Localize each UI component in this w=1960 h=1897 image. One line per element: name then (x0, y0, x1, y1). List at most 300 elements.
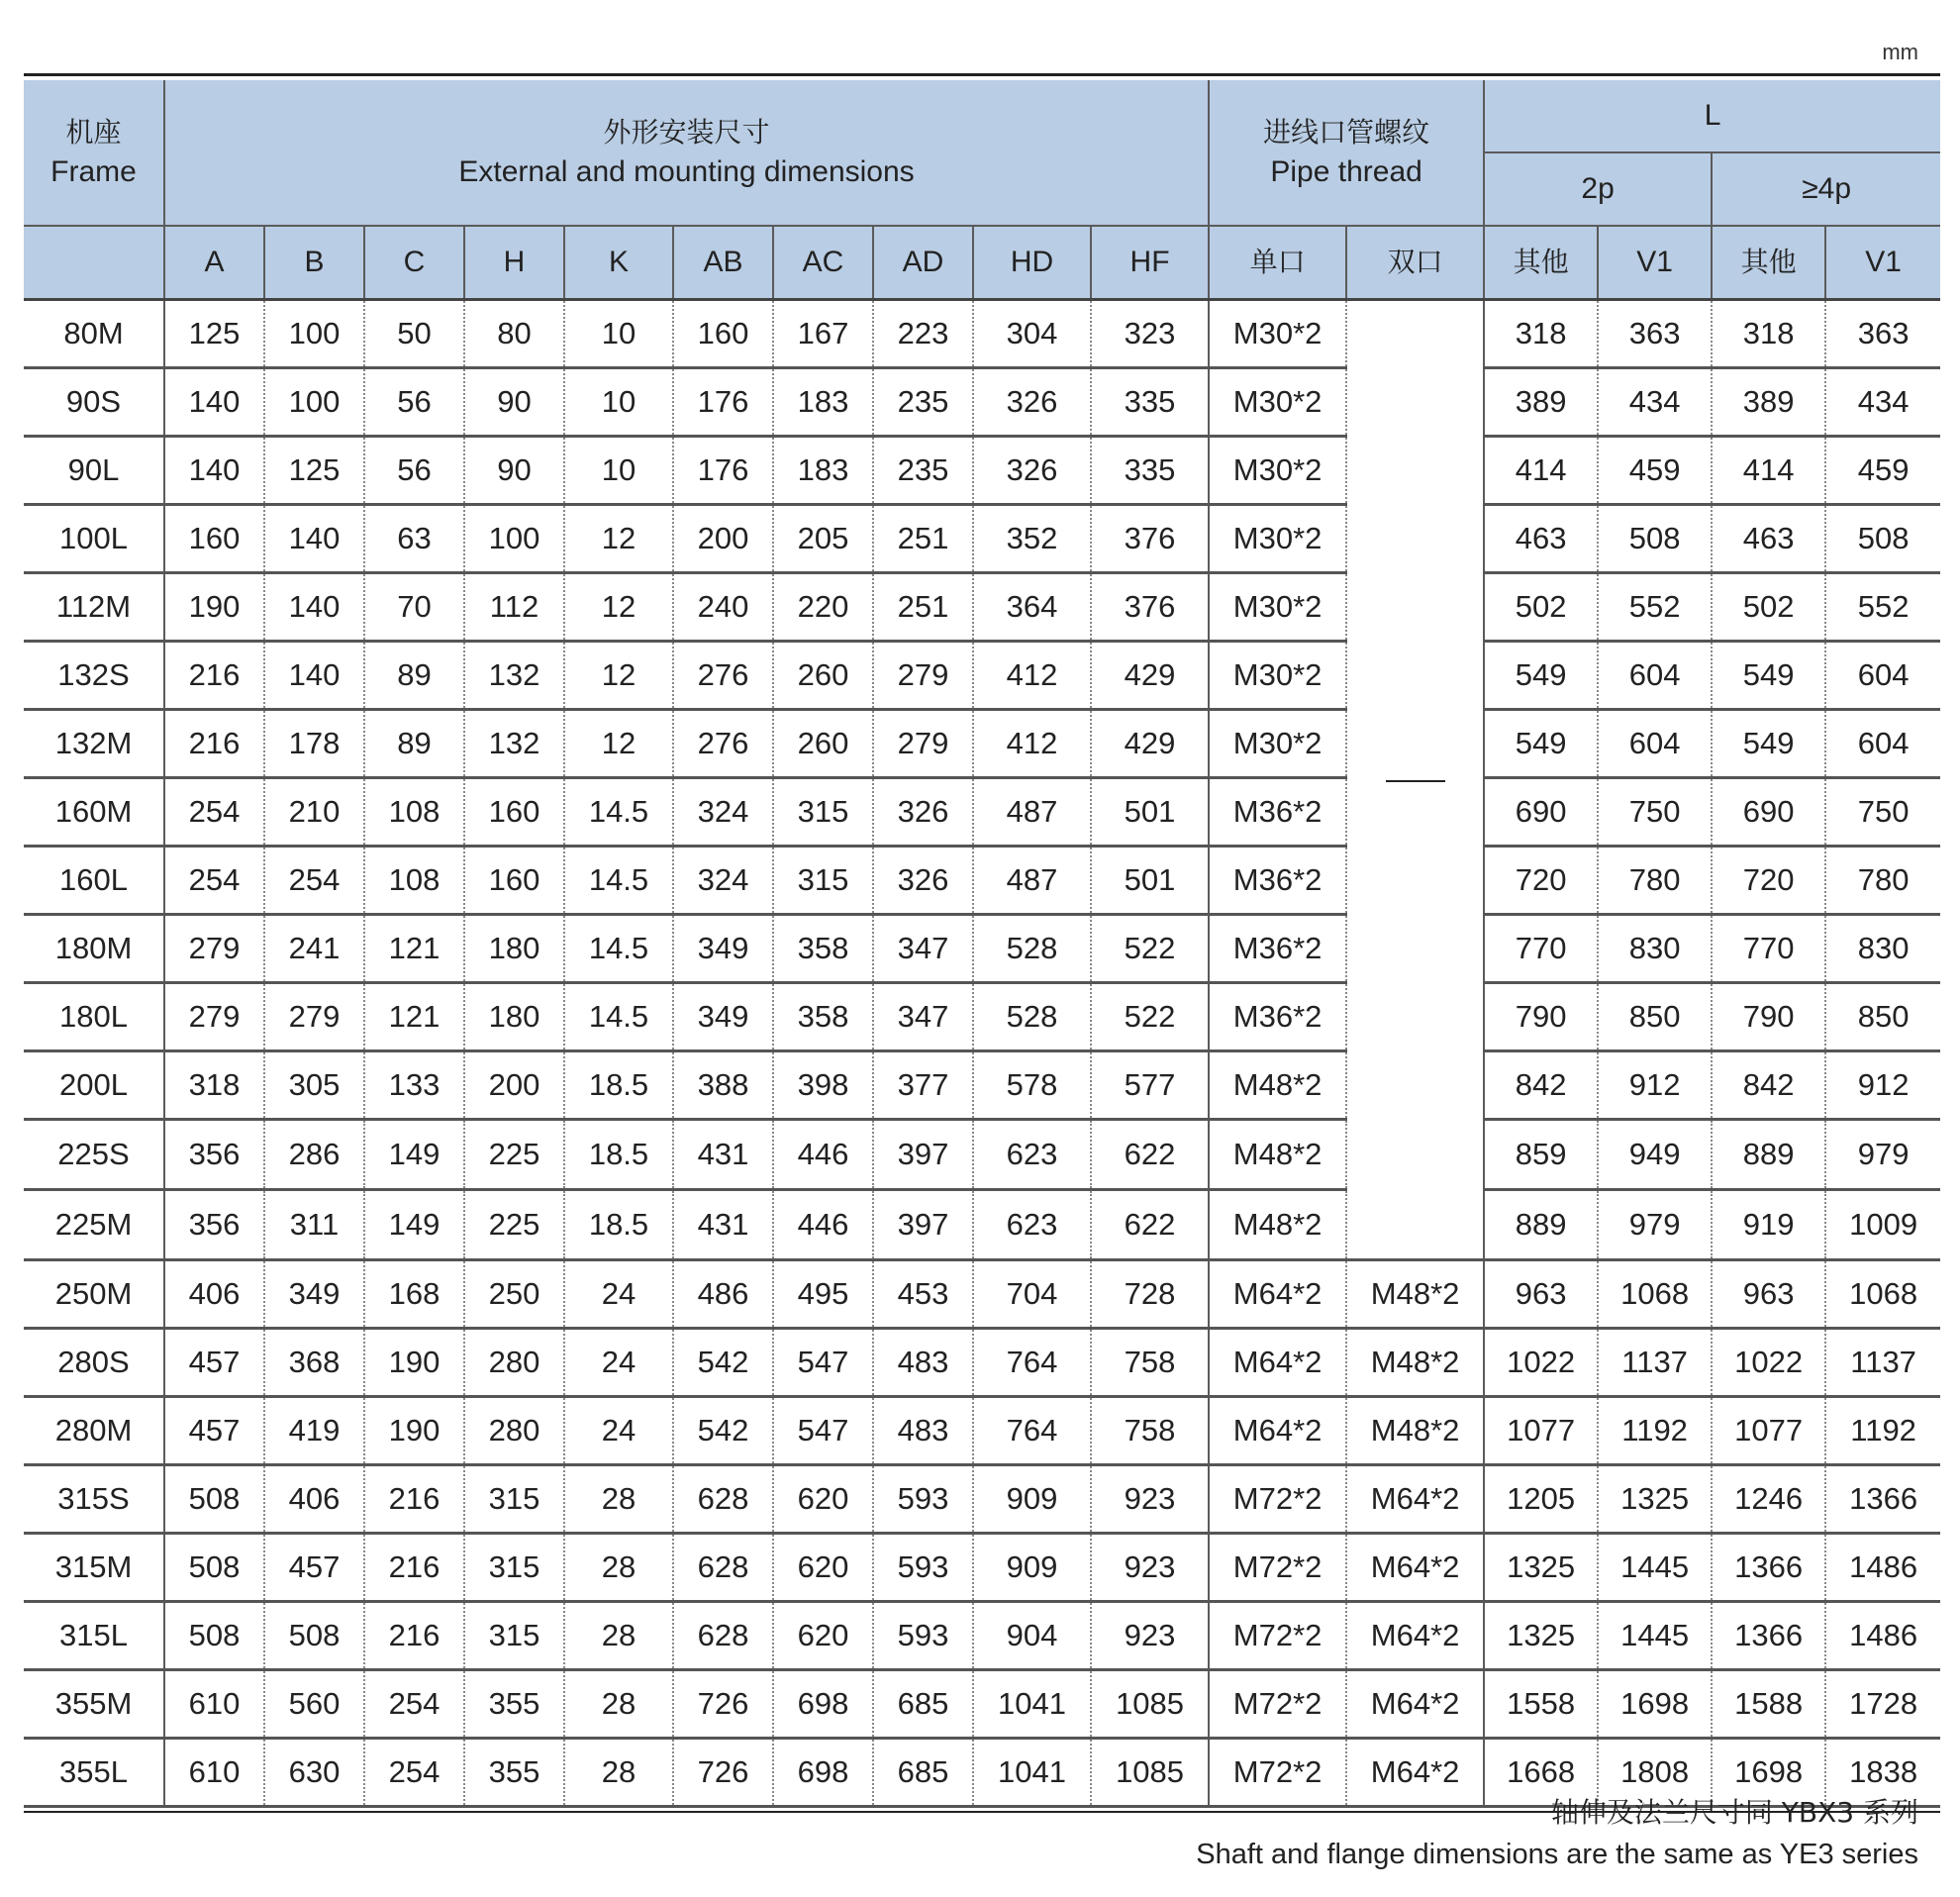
dim-cell-ad: 593 (873, 1534, 973, 1602)
col-header-ab: AB (673, 226, 773, 300)
dim-cell-k: 10 (564, 437, 673, 505)
dim-cell-h: 355 (464, 1670, 564, 1739)
dim-cell-ab: 176 (673, 437, 773, 505)
dim-cell-a: 318 (164, 1051, 264, 1120)
l-2p-other-cell: 790 (1484, 983, 1598, 1051)
dim-cell-h: 180 (464, 915, 564, 983)
single-thread-cell: M48*2 (1209, 1190, 1346, 1260)
l-2p-v1-cell: 363 (1598, 300, 1712, 368)
frame-cell: 90L (24, 437, 164, 505)
dim-cell-k: 14.5 (564, 847, 673, 915)
l-2p-other-cell: 1558 (1484, 1670, 1598, 1739)
col-header-ac: AC (773, 226, 873, 300)
dual-thread-cell: M64*2 (1346, 1465, 1484, 1534)
dim-cell-b: 100 (264, 368, 364, 437)
table-row (24, 437, 1940, 505)
single-thread-cell: M72*2 (1209, 1739, 1346, 1807)
dim-cell-ab: 324 (673, 847, 773, 915)
dim-cell-h: 100 (464, 505, 564, 573)
dim-cell-b: 140 (264, 505, 364, 573)
l-2p-v1-cell: 604 (1598, 642, 1712, 710)
dim-cell-k: 10 (564, 368, 673, 437)
col-header-hf: HF (1091, 226, 1209, 300)
dim-cell-b: 630 (264, 1739, 364, 1807)
dim-cell-c: 254 (364, 1670, 464, 1739)
dim-cell-hf: 522 (1091, 983, 1209, 1051)
dim-cell-ad: 453 (873, 1260, 973, 1329)
col-header-b: B (264, 226, 364, 300)
dim-cell-c: 216 (364, 1534, 464, 1602)
dim-cell-a: 610 (164, 1739, 264, 1807)
dim-cell-a: 457 (164, 1329, 264, 1397)
dim-cell-h: 160 (464, 778, 564, 847)
dim-cell-a: 508 (164, 1534, 264, 1602)
l-2p-v1-cell: 1137 (1598, 1329, 1712, 1397)
l-2p-v1-cell: 1808 (1598, 1739, 1712, 1807)
dim-cell-hd: 764 (973, 1397, 1091, 1465)
l-4p-v1-cell: 1486 (1825, 1602, 1940, 1670)
dim-cell-hd: 623 (973, 1120, 1091, 1190)
dim-cell-hf: 335 (1091, 368, 1209, 437)
frame-cell: 80M (24, 300, 164, 368)
dual-thread-cell: M64*2 (1346, 1534, 1484, 1602)
l-2p-other-cell: 549 (1484, 710, 1598, 778)
table-row (24, 573, 1940, 642)
frame-cell: 280M (24, 1397, 164, 1465)
dim-cell-h: 280 (464, 1397, 564, 1465)
dim-cell-c: 121 (364, 983, 464, 1051)
l-2p-other-cell: 1205 (1484, 1465, 1598, 1534)
dim-cell-c: 149 (364, 1190, 464, 1260)
dim-cell-c: 63 (364, 505, 464, 573)
l-4p-other-cell: 1588 (1712, 1670, 1825, 1739)
l-2p-v1-cell: 912 (1598, 1051, 1712, 1120)
dim-cell-k: 12 (564, 573, 673, 642)
l-2p-other-cell: 842 (1484, 1051, 1598, 1120)
l-2p-v1-cell: 979 (1598, 1190, 1712, 1260)
dim-cell-hf: 323 (1091, 300, 1209, 368)
col-header-hd: HD (973, 226, 1091, 300)
dim-cell-a: 406 (164, 1260, 264, 1329)
dim-cell-b: 560 (264, 1670, 364, 1739)
dim-cell-ac: 547 (773, 1329, 873, 1397)
dim-cell-hd: 528 (973, 983, 1091, 1051)
dim-cell-ad: 235 (873, 437, 973, 505)
dim-cell-ac: 183 (773, 437, 873, 505)
dim-cell-b: 140 (264, 573, 364, 642)
dim-cell-k: 14.5 (564, 983, 673, 1051)
dim-cell-h: 90 (464, 437, 564, 505)
dim-cell-hf: 376 (1091, 573, 1209, 642)
l-2p-other-cell: 963 (1484, 1260, 1598, 1329)
frame-cell: 180L (24, 983, 164, 1051)
dim-cell-b: 311 (264, 1190, 364, 1260)
dim-cell-hf: 758 (1091, 1329, 1209, 1397)
single-thread-cell: M64*2 (1209, 1397, 1346, 1465)
table-row (24, 1260, 1940, 1329)
dim-cell-hf: 923 (1091, 1534, 1209, 1602)
dim-cell-c: 190 (364, 1329, 464, 1397)
l-4p-v1-cell: 830 (1825, 915, 1940, 983)
dim-cell-h: 225 (464, 1120, 564, 1190)
dim-cell-k: 12 (564, 642, 673, 710)
dim-cell-ad: 483 (873, 1329, 973, 1397)
dim-cell-hd: 412 (973, 642, 1091, 710)
dim-cell-hf: 501 (1091, 847, 1209, 915)
single-thread-cell: M30*2 (1209, 437, 1346, 505)
frame-header-en: Frame (50, 155, 137, 188)
frame-cell: 355M (24, 1670, 164, 1739)
note-english: Shaft and flange dimensions are the same as YE3 series (1196, 1839, 1918, 1870)
dim-cell-b: 140 (264, 642, 364, 710)
dim-cell-k: 28 (564, 1534, 673, 1602)
l-4p-other-cell: 1366 (1712, 1602, 1825, 1670)
frame-cell: 90S (24, 368, 164, 437)
l-4p-other-cell: 963 (1712, 1260, 1825, 1329)
dim-cell-hf: 1085 (1091, 1670, 1209, 1739)
dim-cell-c: 108 (364, 778, 464, 847)
l-4p-other-cell: 414 (1712, 437, 1825, 505)
dim-cell-ac: 495 (773, 1260, 873, 1329)
dim-cell-ab: 160 (673, 300, 773, 368)
l-4p-other-cell: 1077 (1712, 1397, 1825, 1465)
col-header-4p-v1: V1 (1825, 226, 1940, 300)
dim-cell-hd: 412 (973, 710, 1091, 778)
dim-cell-ac: 398 (773, 1051, 873, 1120)
dim-cell-a: 125 (164, 300, 264, 368)
col-header-2p-v1: V1 (1598, 226, 1712, 300)
table-row (24, 1534, 1940, 1602)
single-label: 单口 (1249, 246, 1306, 278)
dim-cell-ab: 240 (673, 573, 773, 642)
dim-cell-k: 12 (564, 505, 673, 573)
dim-cell-k: 28 (564, 1602, 673, 1670)
l-4p-other-cell: 549 (1712, 710, 1825, 778)
dim-cell-b: 368 (264, 1329, 364, 1397)
l-2p-v1-cell: 850 (1598, 983, 1712, 1051)
l-4p-other-cell: 463 (1712, 505, 1825, 573)
col-header-c: C (364, 226, 464, 300)
dim-cell-ad: 685 (873, 1670, 973, 1739)
l-4p-other-cell: 690 (1712, 778, 1825, 847)
dim-cell-k: 28 (564, 1465, 673, 1534)
dim-cell-c: 89 (364, 710, 464, 778)
dim-cell-h: 132 (464, 642, 564, 710)
dim-cell-ad: 347 (873, 915, 973, 983)
dim-cell-c: 56 (364, 368, 464, 437)
col-header-a: A (164, 226, 264, 300)
l-2p-v1-cell: 1698 (1598, 1670, 1712, 1739)
dim-cell-b: 457 (264, 1534, 364, 1602)
single-thread-cell: M72*2 (1209, 1602, 1346, 1670)
l-4p-v1-cell: 1192 (1825, 1397, 1940, 1465)
table-row (24, 847, 1940, 915)
l-4p-v1-cell: 1728 (1825, 1670, 1940, 1739)
l-4p-other-cell: 549 (1712, 642, 1825, 710)
l-4p-v1-cell: 434 (1825, 368, 1940, 437)
frame-cell: 160L (24, 847, 164, 915)
table-header (24, 80, 1940, 300)
dim-cell-b: 210 (264, 778, 364, 847)
dim-cell-hd: 352 (973, 505, 1091, 573)
l-2p-other-cell: 318 (1484, 300, 1598, 368)
dim-cell-hf: 1085 (1091, 1739, 1209, 1807)
dim-cell-ac: 315 (773, 778, 873, 847)
external-header-en: External and mounting dimensions (458, 155, 915, 188)
frame-cell: 280S (24, 1329, 164, 1397)
dim-cell-a: 140 (164, 368, 264, 437)
dim-cell-hf: 622 (1091, 1120, 1209, 1190)
dim-cell-c: 121 (364, 915, 464, 983)
dim-cell-a: 279 (164, 983, 264, 1051)
dim-cell-ac: 183 (773, 368, 873, 437)
frame-cell: 225M (24, 1190, 164, 1260)
l-4p-v1-cell: 508 (1825, 505, 1940, 573)
frame-cell: 112M (24, 573, 164, 642)
l-4p-v1-cell: 363 (1825, 300, 1940, 368)
dim-cell-hd: 487 (973, 778, 1091, 847)
dim-cell-ac: 167 (773, 300, 873, 368)
table-body (24, 300, 1940, 1807)
dim-cell-hd: 326 (973, 437, 1091, 505)
dim-cell-ad: 251 (873, 573, 973, 642)
dim-cell-ab: 628 (673, 1602, 773, 1670)
single-thread-cell: M30*2 (1209, 710, 1346, 778)
dim-cell-ac: 620 (773, 1465, 873, 1534)
dim-cell-ad: 593 (873, 1602, 973, 1670)
l-2p-other-cell: 414 (1484, 437, 1598, 505)
dim-cell-hf: 335 (1091, 437, 1209, 505)
dim-cell-h: 132 (464, 710, 564, 778)
dim-cell-k: 18.5 (564, 1120, 673, 1190)
single-thread-cell: M48*2 (1209, 1051, 1346, 1120)
table-row (24, 1465, 1940, 1534)
single-thread-cell: M72*2 (1209, 1670, 1346, 1739)
dim-cell-ad: 279 (873, 642, 973, 710)
dim-cell-ab: 276 (673, 642, 773, 710)
dim-cell-ad: 251 (873, 505, 973, 573)
dim-cell-a: 160 (164, 505, 264, 573)
two-pole-header: 2p (1484, 152, 1712, 226)
l-2p-other-cell: 389 (1484, 368, 1598, 437)
col-header-single (1209, 226, 1346, 300)
l-2p-v1-cell: 780 (1598, 847, 1712, 915)
dim-cell-ac: 260 (773, 710, 873, 778)
l-4p-v1-cell: 459 (1825, 437, 1940, 505)
dim-cell-b: 125 (264, 437, 364, 505)
dim-cell-k: 14.5 (564, 778, 673, 847)
dim-cell-ad: 347 (873, 983, 973, 1051)
dim-cell-ac: 446 (773, 1120, 873, 1190)
dim-cell-ac: 260 (773, 642, 873, 710)
dim-cell-ad: 397 (873, 1190, 973, 1260)
col-header-h: H (464, 226, 564, 300)
dim-cell-hd: 304 (973, 300, 1091, 368)
dim-cell-b: 178 (264, 710, 364, 778)
dim-cell-ac: 698 (773, 1739, 873, 1807)
dim-cell-ac: 620 (773, 1602, 873, 1670)
dim-cell-hf: 622 (1091, 1190, 1209, 1260)
dim-cell-ac: 358 (773, 983, 873, 1051)
dim-cell-b: 406 (264, 1465, 364, 1534)
l-4p-other-cell: 790 (1712, 983, 1825, 1051)
l-4p-v1-cell: 1838 (1825, 1739, 1940, 1807)
dim-cell-c: 216 (364, 1465, 464, 1534)
dim-cell-b: 508 (264, 1602, 364, 1670)
dim-cell-k: 24 (564, 1260, 673, 1329)
dim-cell-b: 100 (264, 300, 364, 368)
l-2p-v1-cell: 750 (1598, 778, 1712, 847)
dim-cell-c: 168 (364, 1260, 464, 1329)
dim-cell-ad: 685 (873, 1739, 973, 1807)
dim-cell-h: 355 (464, 1739, 564, 1807)
dim-cell-a: 508 (164, 1465, 264, 1534)
dim-cell-hd: 487 (973, 847, 1091, 915)
frame-cell: 180M (24, 915, 164, 983)
dim-cell-b: 279 (264, 983, 364, 1051)
dim-cell-ac: 620 (773, 1534, 873, 1602)
l-2p-v1-cell: 459 (1598, 437, 1712, 505)
l-4p-other-cell: 842 (1712, 1051, 1825, 1120)
dim-cell-ad: 397 (873, 1120, 973, 1190)
l-2p-other-cell: 1668 (1484, 1739, 1598, 1807)
frame-cell: 315S (24, 1465, 164, 1534)
dim-cell-hf: 429 (1091, 710, 1209, 778)
l-4p-other-cell: 1366 (1712, 1534, 1825, 1602)
dim-cell-ad: 326 (873, 778, 973, 847)
l-4p-other-cell: 1246 (1712, 1465, 1825, 1534)
dim-cell-a: 508 (164, 1602, 264, 1670)
frame-cell: 355L (24, 1739, 164, 1807)
l-4p-other-cell: 770 (1712, 915, 1825, 983)
dim-cell-a: 457 (164, 1397, 264, 1465)
table-row (24, 1602, 1940, 1670)
other-label-2p: 其他 (1513, 246, 1569, 278)
dim-cell-hd: 764 (973, 1329, 1091, 1397)
dim-cell-h: 112 (464, 573, 564, 642)
l-2p-v1-cell: 1325 (1598, 1465, 1712, 1534)
dim-cell-c: 133 (364, 1051, 464, 1120)
dual-thread-cell: M48*2 (1346, 1260, 1484, 1329)
dim-cell-b: 254 (264, 847, 364, 915)
dim-cell-k: 24 (564, 1329, 673, 1397)
external-dimensions-header (164, 80, 1209, 226)
dim-cell-hf: 728 (1091, 1260, 1209, 1329)
l-4p-other-cell: 318 (1712, 300, 1825, 368)
dim-cell-c: 149 (364, 1120, 464, 1190)
frame-cell: 160M (24, 778, 164, 847)
dimension-table (24, 80, 1940, 1808)
single-thread-cell: M30*2 (1209, 573, 1346, 642)
l-2p-other-cell: 720 (1484, 847, 1598, 915)
table-row (24, 710, 1940, 778)
l-2p-other-cell: 889 (1484, 1190, 1598, 1260)
table-row (24, 300, 1940, 368)
l-4p-v1-cell: 780 (1825, 847, 1940, 915)
footnotes (1196, 1792, 1918, 1875)
dim-cell-b: 419 (264, 1397, 364, 1465)
l-2p-other-cell: 463 (1484, 505, 1598, 573)
four-pole-header: ≥4p (1712, 152, 1940, 226)
dim-cell-ab: 726 (673, 1670, 773, 1739)
dim-cell-hf: 577 (1091, 1051, 1209, 1120)
dim-cell-hd: 909 (973, 1465, 1091, 1534)
dim-cell-h: 315 (464, 1534, 564, 1602)
l-4p-v1-cell: 750 (1825, 778, 1940, 847)
dim-cell-h: 80 (464, 300, 564, 368)
table-row (24, 368, 1940, 437)
dim-cell-hd: 704 (973, 1260, 1091, 1329)
dim-cell-ad: 235 (873, 368, 973, 437)
dim-cell-ab: 349 (673, 983, 773, 1051)
dual-thread-cell: M64*2 (1346, 1670, 1484, 1739)
dim-cell-k: 28 (564, 1670, 673, 1739)
single-thread-cell: M72*2 (1209, 1465, 1346, 1534)
single-thread-cell: M48*2 (1209, 1120, 1346, 1190)
dim-cell-ad: 279 (873, 710, 973, 778)
dual-thread-blank-cell (1346, 300, 1484, 1260)
dim-cell-hf: 429 (1091, 642, 1209, 710)
l-2p-v1-cell: 1445 (1598, 1534, 1712, 1602)
dim-cell-ab: 542 (673, 1397, 773, 1465)
dim-cell-ad: 223 (873, 300, 973, 368)
frame-header (24, 80, 164, 226)
dim-cell-h: 90 (464, 368, 564, 437)
dim-cell-hf: 376 (1091, 505, 1209, 573)
l-2p-other-cell: 859 (1484, 1120, 1598, 1190)
table-row (24, 642, 1940, 710)
single-thread-cell: M36*2 (1209, 847, 1346, 915)
l-2p-other-cell: 549 (1484, 642, 1598, 710)
dim-cell-h: 315 (464, 1465, 564, 1534)
l-4p-v1-cell: 1137 (1825, 1329, 1940, 1397)
single-thread-cell: M30*2 (1209, 642, 1346, 710)
dim-cell-k: 10 (564, 300, 673, 368)
dim-cell-b: 241 (264, 915, 364, 983)
l-2p-other-cell: 690 (1484, 778, 1598, 847)
pipe-header-en: Pipe thread (1270, 155, 1422, 188)
dim-cell-h: 250 (464, 1260, 564, 1329)
frame-cell: 315M (24, 1534, 164, 1602)
frame-cell: 200L (24, 1051, 164, 1120)
dim-cell-a: 216 (164, 710, 264, 778)
dim-cell-hf: 758 (1091, 1397, 1209, 1465)
dim-cell-a: 254 (164, 778, 264, 847)
dim-cell-a: 216 (164, 642, 264, 710)
dim-cell-c: 89 (364, 642, 464, 710)
l-4p-other-cell: 389 (1712, 368, 1825, 437)
dual-thread-cell: M48*2 (1346, 1397, 1484, 1465)
dim-cell-hd: 623 (973, 1190, 1091, 1260)
dim-cell-hd: 1041 (973, 1670, 1091, 1739)
l-2p-v1-cell: 949 (1598, 1120, 1712, 1190)
dual-thread-cell: M64*2 (1346, 1602, 1484, 1670)
dim-cell-ab: 276 (673, 710, 773, 778)
dim-cell-a: 356 (164, 1120, 264, 1190)
table-row (24, 1670, 1940, 1739)
dim-cell-c: 56 (364, 437, 464, 505)
table-row (24, 1120, 1940, 1190)
dim-cell-c: 108 (364, 847, 464, 915)
dim-cell-h: 280 (464, 1329, 564, 1397)
dim-cell-h: 225 (464, 1190, 564, 1260)
dim-cell-hd: 578 (973, 1051, 1091, 1120)
single-thread-cell: M36*2 (1209, 915, 1346, 983)
table-row (24, 778, 1940, 847)
pipe-header-cn: 进线口管螺纹 (1263, 116, 1430, 149)
frame-header-cn: 机座 (65, 116, 122, 149)
external-header-cn: 外形安装尺寸 (603, 116, 770, 149)
